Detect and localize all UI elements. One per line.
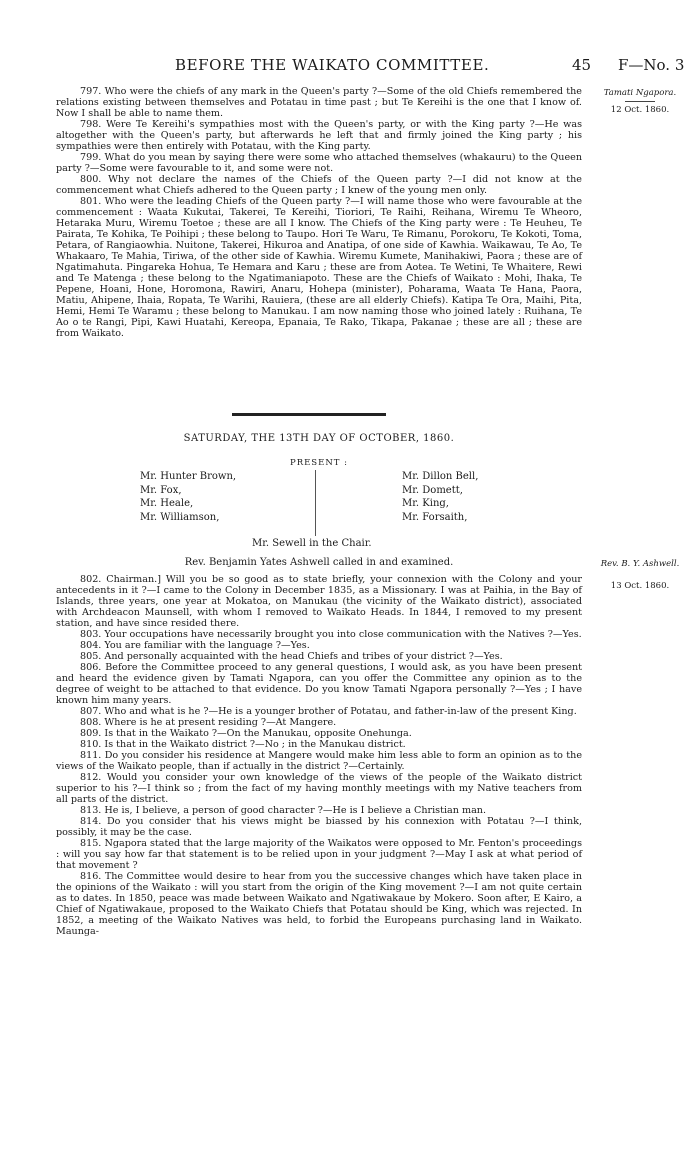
- witness-called-line: Rev. Benjamin Yates Ashwell called in and examined.: [184, 557, 454, 568]
- paragraph: 798. Were Te Kereihi's sympathies most with the Queen's party, or with the King party ?—He was altogether with the Queen's party, but afterwards he left that and firmly joined the King party ; his sympathies were then entirely with Potatau, with the King party.: [56, 119, 582, 152]
- section-divider: [232, 413, 386, 416]
- member-name: Mr. Forsaith,: [402, 511, 468, 523]
- paragraph: 799. What do you mean by saying there were some who attached themselves (whakauru) to the Queen party ?—Some were favourable to it, and some were not.: [56, 152, 582, 174]
- paragraph: 808. Where is he at present residing ?—At Mangere.: [80, 717, 337, 728]
- member-name: Mr. Dillon Bell,: [402, 471, 479, 482]
- column-separator: [315, 470, 316, 536]
- paragraph: 805. And personally acquainted with the head Chiefs and tribes of your district ?—Yes.: [80, 651, 503, 662]
- testimony-section-top: [56, 86, 582, 339]
- paragraph: 802. Chairman.] Will you be so good as to state briefly, your connexion with the Colony and your antecedents in it ?—I came to the Colony in December 1835, as a Missionary. I was at Paihia, in the Bay of Islands, three years, one year at Mokatoa, on Manukau (the vicinity of the Waikato district), associated with Archdeacon Maunsell, with whom I removed to Waikato Heads. In 1844, I removed to my present station, and have since resided there.: [56, 574, 582, 629]
- margin-witness-date: 13 Oct. 1860.: [610, 581, 670, 591]
- member-name: Mr. Williamson,: [140, 511, 220, 523]
- margin-witness-name: Tamati Ngapora.: [603, 88, 677, 98]
- paragraph: 815. Ngapora stated that the large majority of the Waikatos were opposed to Mr. Fenton's proceedings : will you say how far that statement is to be relied upon in your judgment ?—May I ask at what period of that movement ?: [56, 838, 582, 871]
- paragraph: 816. The Committee would desire to hear from you the successive changes which have taken place in the opinions of the Waikato : will you start from the origin of the King movement ?—I am not quite certain as to dates. In 1850, peace was made between Waikato and Ngatiwakaue by Mokero. Soon after, E Kairo, a Chief of Ngatiwakaue, proposed to the Waikato Chiefs that Potatau should be King, which was rejected. In 1852, a meeting of the Waikato Natives was held, to forbid the Europeans purchasing land in Waikato. Maunga-: [56, 871, 582, 937]
- paragraph: 801. Who were the leading Chiefs of the Queen party ?—I will name those who were favourable at the commencement : Waata Kukutai, Takerei, Te Kereihi, Tioriori, Te Raihi, Reihana, Wiremu Te Wheoro, Hetaraka Muru, Wiremu Toetoe ; these are all I know. The Chiefs of the King party were : Te Heuheu, Te Pairata, Te Kohika, Te Poihipi ; these belong to Taupo. Hori Te Waru, Te Rimanu, Porokoru, Te Kokoti, Toma, Petara, of Rangiaowhia. Nuitone, Takerei, Hikuroa and Anatipa, of one side of Kawhia. Waikawau, Te Ao, Te Whakaaro, Te Mahia, Tiriwa, of the other side of Kawhia. Wiremu Kumete, Manihakiwi, Paora ; these are of Ngatimahuta. Pingareka Hohua, Te Hemara and Karu ; these are from Aotea. Te Wetini, Te Whaitere, Rewi and Te Matenga ; these belong to the Ngatimaniapoto. These are the Chiefs of Waikato : Mohi, Ihaka, Te Pepene, Hoani, Hone, Horomona, Rawiri, Anaru, Hohepa (minister), Poharama, Waata Te Hana, Paora, Matiu, Ahipene, Ihaia, Ropata, Te Warihi, Rauiera, (these are all elderly Chiefs). Katipa Te Ora, Maihi, Pita, Hemi, Hemi Te Waramu ; these belong to Manukau. I am now naming those who joined lately : Ruihana, Te Ao o te Rangi, Pipi, Kawi Huatahi, Kereopa, Epanaia, Te Rako, Tikapa, Pakanae ; these are all ; these are from Waikato.: [56, 196, 582, 339]
- member-name: Mr. Heale,: [140, 498, 194, 509]
- paragraph: 810. Is that in the Waikato district ?—No ; in the Manukau district.: [80, 739, 406, 750]
- member-name: Mr. Fox,: [140, 484, 182, 496]
- member-name: Mr. King,: [402, 498, 449, 509]
- document-reference: F—No. 3: [618, 56, 685, 74]
- chair-line: Mr. Sewell in the Chair.: [252, 538, 372, 549]
- testimony-section-bottom: [56, 574, 582, 937]
- margin-witness-date: 12 Oct. 1860.: [610, 105, 670, 115]
- paragraph: 809. Is that in the Waikato ?—On the Manukau, opposite Onehunga.: [80, 728, 412, 739]
- paragraph: 813. He is, I believe, a person of good character ?—He is I believe a Christian man.: [80, 805, 487, 816]
- paragraph: 797. Who were the chiefs of any mark in the Queen's party ?—Some of the old Chiefs remembered the relations existing between themselves and Potatau in time past ; but Te Kereihi is the one that I know of. Now I shall be able to name them.: [56, 86, 582, 119]
- present-label: PRESENT :: [289, 458, 349, 468]
- paragraph: 803. Your occupations have necessarily brought you into close communication with the Natives ?—Yes.: [80, 629, 582, 640]
- page-number: 45: [572, 56, 592, 74]
- paragraph: 807. Who and what is he ?—He is a younger brother of Potatau, and father-in-law of the present King.: [80, 706, 577, 717]
- paragraph: 811. Do you consider his residence at Mangere would make him less able to form an opinion as to the views of the Waikato people, than if actually in the district ?—Certainly.: [56, 750, 582, 772]
- paragraph: 804. You are familiar with the language ?—Yes.: [80, 640, 310, 651]
- session-date: SATURDAY, THE 13TH DAY OF OCTOBER, 1860.: [183, 433, 455, 444]
- member-name: Mr. Hunter Brown,: [140, 471, 237, 482]
- margin-witness-name: Rev. B. Y. Ashwell.: [600, 559, 680, 569]
- header-title: BEFORE THE WAIKATO COMMITTEE.: [175, 56, 490, 74]
- margin-note-witness-1: [590, 88, 690, 115]
- paragraph: 806. Before the Committee proceed to any general questions, I would ask, as you have been present and heard the evidence given by Tamati Ngapora, can you offer the Committee any opinion as to the degree of weight to be attached to that evidence. Do you know Tamati Ngapora personally ?—Yes ; I have known him many years.: [56, 662, 582, 706]
- paragraph: 812. Would you consider your own knowledge of the views of the people of the Waikato district superior to his ?—I think so ; from the fact of my having monthly meetings with my Native teachers from all parts of the district.: [56, 772, 582, 805]
- running-header: [0, 56, 700, 76]
- members-left-column: [140, 470, 236, 524]
- margin-note-witness-2: [590, 559, 690, 591]
- paragraph: 814. Do you consider that his views might be biassed by his connexion with Potatau ?—I think, possibly, it may be the case.: [56, 816, 582, 838]
- members-right-column: [402, 470, 478, 524]
- margin-rule: [625, 101, 655, 102]
- members-present: [120, 470, 560, 554]
- paragraph: 800. Why not declare the names of the Chiefs of the Queen party ?—I did not know at the commencement what Chiefs adhered to the Queen party ; I knew of the young men only.: [56, 174, 582, 196]
- member-name: Mr. Domett,: [402, 484, 463, 496]
